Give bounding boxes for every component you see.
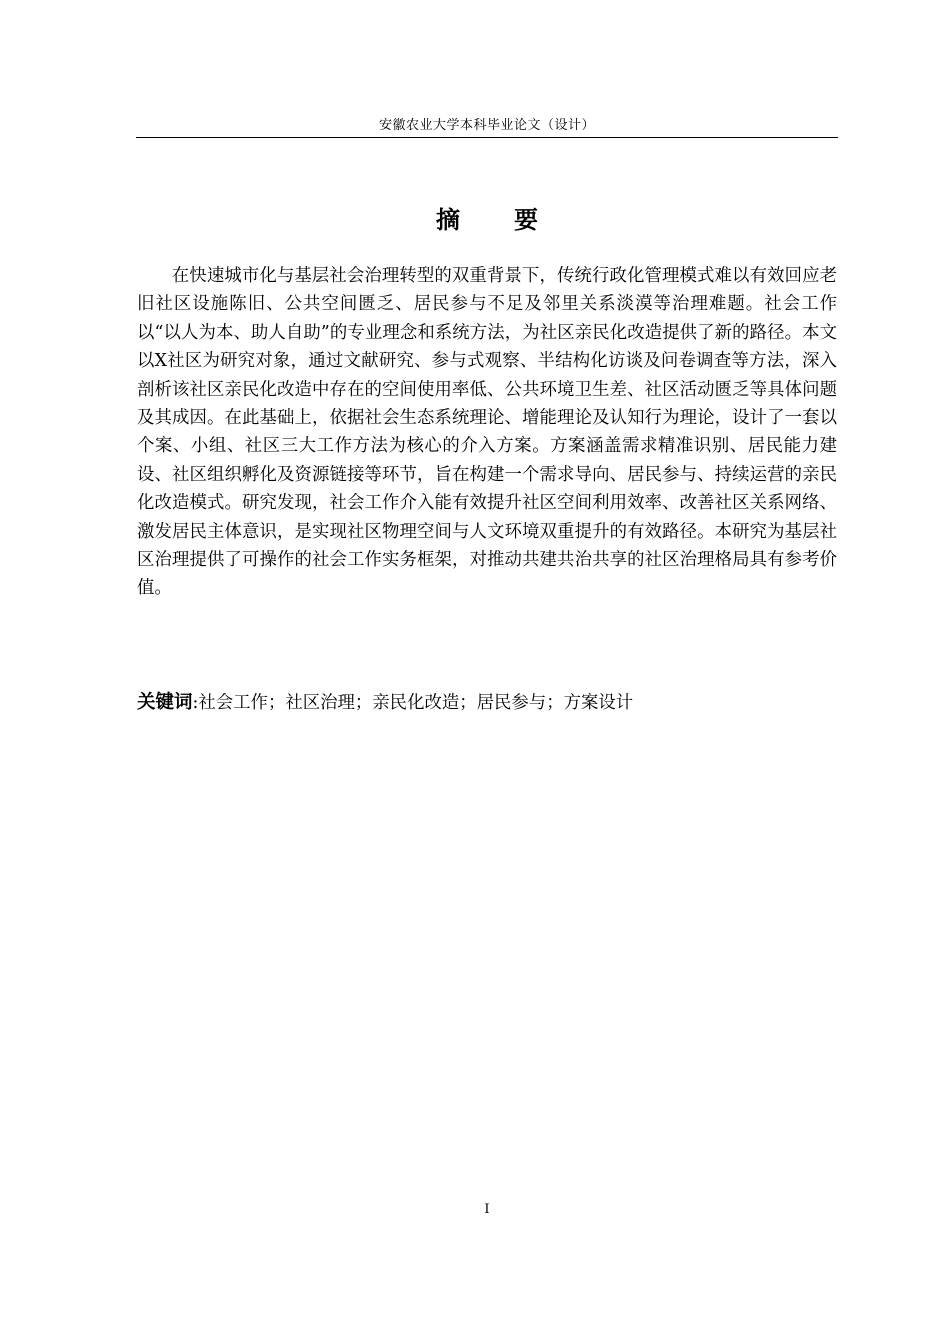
keywords-separator: : bbox=[192, 693, 199, 713]
header-divider bbox=[136, 137, 838, 138]
keywords-label: 关键词 bbox=[137, 692, 193, 713]
running-header: 安徽农业大学本科毕业论文（设计） bbox=[378, 118, 595, 133]
abstract-body: 在快速城市化与基层社会治理转型的双重背景下，传统行政化管理模式难以有效回应老旧社区设施陈旧、公共空间匮乏、居民参与不足及邻里关系淡漠等治理难题。社会工作以“以人为本、助人自助”的专业理念和系统方法，为社区亲民化改造提供了新的路径。本文以X社区为研究对象，通过文献研究、参与式观察、半结构化访谈及问卷调查等方法，深入剖析该社区亲民化改造中存在的空间使用率低、公共环境卫生差、社区活动匮乏等具体问题及其成因。在此基础上，依据社会生态系统理论、增能理论及认知行为理论，设计了一套以个案、小组、社区三大工作方法为核心的介入方案。方案涵盖需求精准识别、居民能力建设、社区组织孵化及资源链接等环节，旨在构建一个需求导向、居民参与、持续运营的亲民化改造模式。研究发现，社会工作介入能有效提升社区空间利用效率、改善社区关系网络、激发居民主体意识，是实现社区物理空间与人文环境双重提升的有效路径。本研究为基层社区治理提供了可操作的社会工作实务框架，对推动共建共治共享的社区治理格局具有参考价值。 bbox=[137, 266, 837, 599]
keywords-list: 社会工作；社区治理；亲民化改造；居民参与；方案设计 bbox=[198, 693, 634, 713]
abstract-title bbox=[136, 201, 838, 239]
abstract-title-char-1: 摘 bbox=[436, 206, 460, 234]
abstract-title-char-2: 要 bbox=[514, 206, 538, 234]
page-number: I bbox=[484, 1202, 490, 1217]
keywords-line bbox=[137, 689, 837, 717]
